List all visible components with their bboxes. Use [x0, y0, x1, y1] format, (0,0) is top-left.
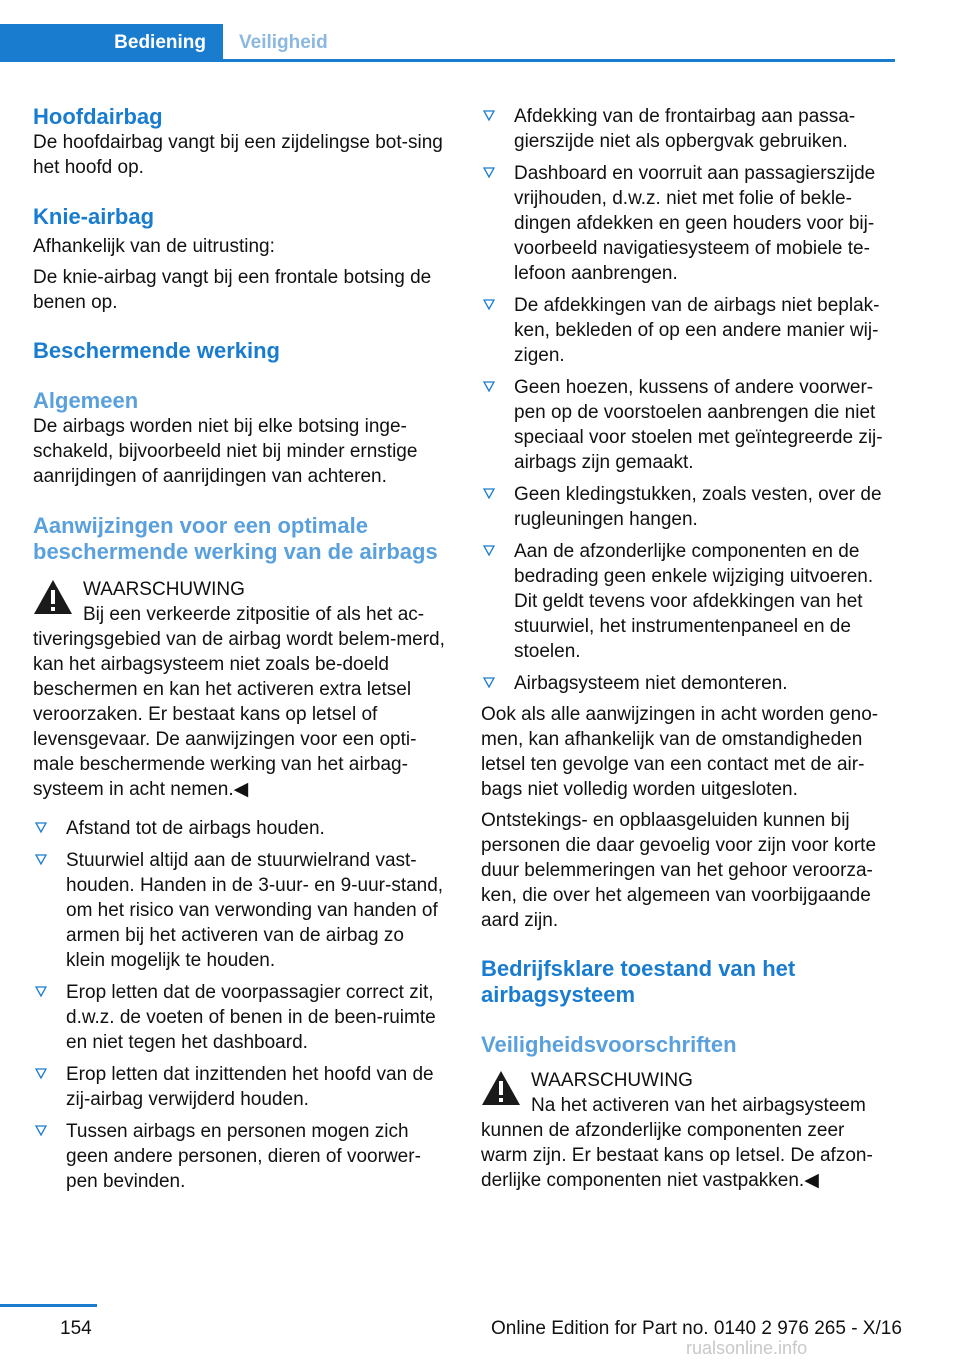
- warning-text: kunnen de afzonderlijke componenten zeer warm zijn. Er bestaat kans op letsel. De afzon-derlijke componenten niet vastpakken.◀: [481, 1120, 873, 1191]
- text-hoofdairbag: De hoofdairbag vangt bij een zijdelingse bot-sing het hoofd op.: [33, 132, 443, 178]
- bullet-triangle-icon: [483, 677, 495, 689]
- warning-first-line: Bij een verkeerde zitpositie of als het ac-: [83, 604, 425, 625]
- heading-hoofdairbag: Hoofdairbag: [33, 104, 163, 129]
- bullet-triangle-icon: [483, 299, 495, 311]
- warning-label: WAARSCHUWING: [531, 1070, 693, 1091]
- list-item: Afstand tot de airbags houden.: [33, 816, 445, 841]
- heading-algemeen: Algemeen: [33, 388, 139, 413]
- heading-veiligheidsvoorschriften: Veiligheidsvoorschriften: [481, 1032, 737, 1057]
- watermark: rualsonline.info: [686, 1338, 808, 1358]
- bullet-triangle-icon: [483, 110, 495, 122]
- list-item: Stuurwiel altijd aan de stuurwielrand vast-houden. Handen in de 3-uur- en 9-uur-stand, om het risico van verwonding van handen of armen bij het activeren van de airbag zo klein mogelijk te houden.: [33, 848, 445, 973]
- list-item: Erop letten dat de voorpassagier correct zit, d.w.z. de voeten of benen in de been-ruimte en niet tegen het dashboard.: [33, 980, 445, 1055]
- text-knie-1: Afhankelijk van de uitrusting:: [33, 236, 275, 257]
- list-item: Erop letten dat inzittenden het hoofd van de zij-airbag verwijderd houden.: [33, 1062, 445, 1112]
- bullet-list-right: [481, 104, 896, 696]
- bullet-list-left: [33, 816, 445, 1194]
- text-para-1: Ook als alle aanwijzingen in acht worden geno-men, kan afhankelijk van de omstandigheden letsel ten gevolge van een contact met de air-bags niet volledig worden uitgesloten.: [481, 704, 879, 800]
- list-item: De afdekkingen van de airbags niet beplak-ken, bekleden of op een andere manier wij-zigen.: [481, 293, 896, 368]
- footer-divider: [0, 1304, 97, 1307]
- heading-knie-airbag: Knie-airbag: [33, 204, 155, 229]
- list-item: Airbagsysteem niet demonteren.: [481, 671, 896, 696]
- warning-triangle-icon: [33, 579, 73, 615]
- heading-beschermende-werking: Beschermende werking: [33, 338, 280, 363]
- list-item: Afdekking van de frontairbag aan passa-gierszijde niet als opbergvak gebruiken.: [481, 104, 896, 154]
- left-column: [33, 100, 445, 1194]
- list-item: Geen hoezen, kussens of andere voorwer-pen op de voorstoelen aanbrengen die niet speciaal voor stoelen met geïntegreerde zij-airbags zijn gemaakt.: [481, 375, 896, 475]
- bullet-triangle-icon: [35, 1125, 47, 1137]
- bullet-triangle-icon: [35, 1068, 47, 1080]
- header-divider: [223, 59, 895, 62]
- warning-block: [481, 1068, 896, 1193]
- warning-text: tiveringsgebied van de airbag wordt belem-merd, kan het airbagsysteem niet zoals be-doeld beschermen en kan het activeren extra letsel veroorzaken. Er bestaat kans op letsel of levensgevaar. De aanwijzingen voor een opti-male beschermende werking van het airbag-systeem in acht nemen.◀: [33, 629, 445, 800]
- text-knie-2: De knie-airbag vangt bij een frontale botsing de benen op.: [33, 267, 432, 313]
- bullet-triangle-icon: [35, 986, 47, 998]
- list-item: Geen kledingstukken, zoals vesten, over de rugleuningen hangen.: [481, 482, 896, 532]
- heading-bedrijfsklare-toestand: Bedrijfsklare toestand van het airbagsysteem: [481, 956, 796, 1007]
- edition-text: Online Edition for Part no. 0140 2 976 265 - X/16: [491, 1318, 902, 1339]
- header-tabs: [0, 24, 895, 62]
- bullet-triangle-icon: [483, 381, 495, 393]
- heading-aanwijzingen: Aanwijzingen voor een optimale beschermende werking van de airbags: [33, 513, 438, 564]
- page-number: 154: [60, 1318, 92, 1339]
- text-algemeen: De airbags worden niet bij elke botsing inge-schakeld, bijvoorbeeld niet bij minder ernstige aanrijdingen of aanrijdingen van achteren.: [33, 416, 418, 487]
- warning-triangle-icon: [481, 1070, 521, 1106]
- bullet-triangle-icon: [483, 488, 495, 500]
- bullet-triangle-icon: [483, 545, 495, 557]
- right-column: [481, 104, 896, 1193]
- bullet-triangle-icon: [35, 854, 47, 866]
- warning-first-line: Na het activeren van het airbagsysteem: [531, 1095, 866, 1116]
- bullet-triangle-icon: [35, 822, 47, 834]
- warning-block: [33, 577, 445, 802]
- list-item: Dashboard en voorruit aan passagierszijde vrijhouden, d.w.z. niet met folie of bekle-dingen afdekken en geen houders voor bij-voorbeeld navigatiesysteem of mobiele te-lefoon aanbrengen.: [481, 161, 896, 286]
- list-item: Tussen airbags en personen mogen zich geen andere personen, dieren of voorwer-pen bevinden.: [33, 1119, 445, 1194]
- text-para-2: Ontstekings- en opblaasgeluiden kunnen bij personen die daar gevoelig voor zijn voor korte duur belemmeringen van het gehoor veroorza-ken, die over het algemeen van voorbijgaande aard zijn.: [481, 810, 877, 931]
- warning-label: WAARSCHUWING: [83, 579, 245, 600]
- tab-bediening[interactable]: Bediening: [0, 24, 223, 62]
- bullet-triangle-icon: [483, 167, 495, 179]
- list-item: Aan de afzonderlijke componenten en de bedrading geen enkele wijziging uitvoeren. Dit geldt tevens voor afdekkingen van het stuurwiel, het instrumentenpaneel en de stoelen.: [481, 539, 896, 664]
- tab-veiligheid[interactable]: Veiligheid: [239, 32, 328, 53]
